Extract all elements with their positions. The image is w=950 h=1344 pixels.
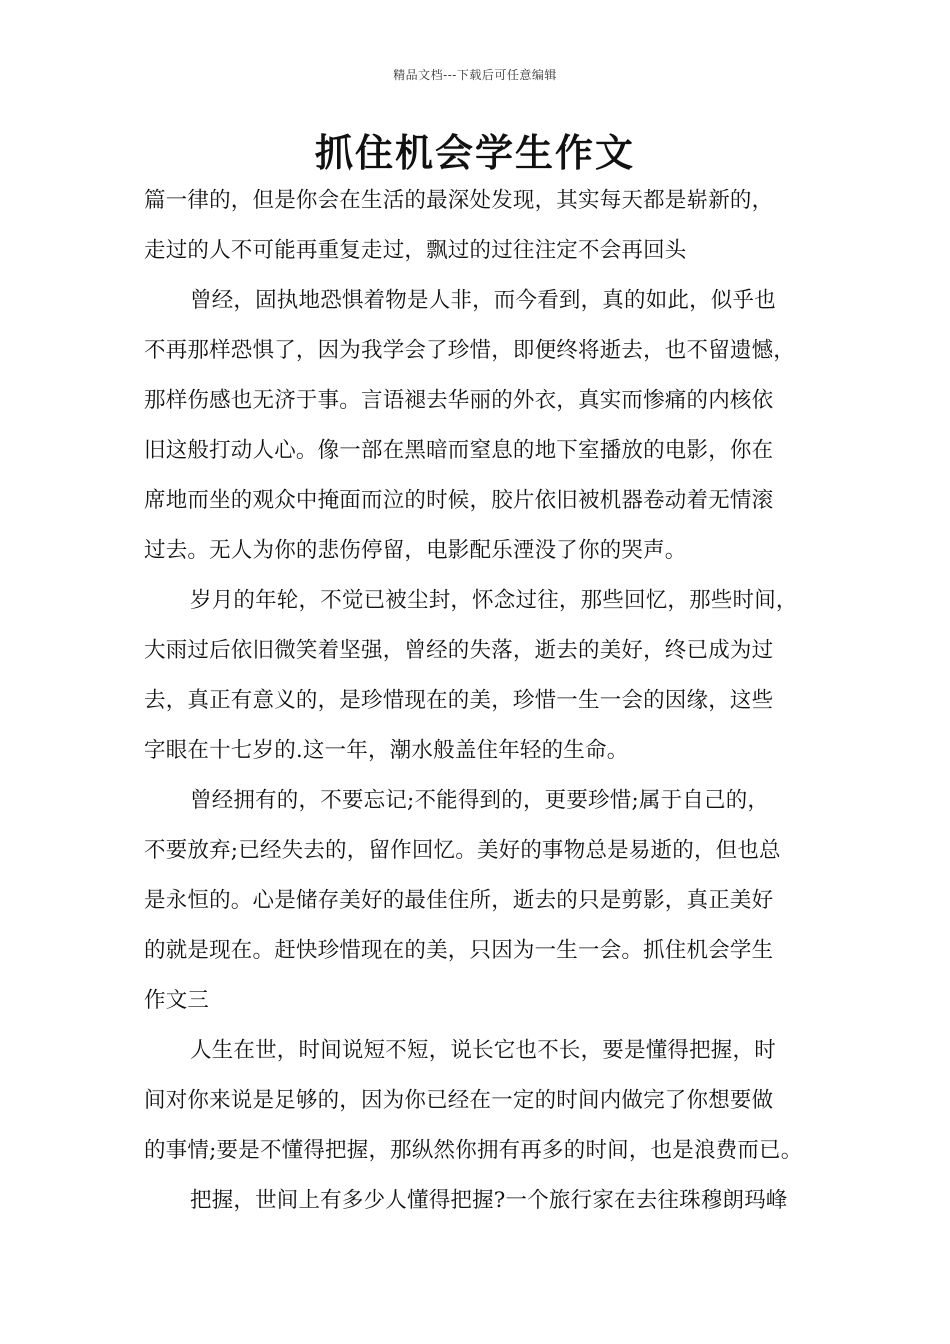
text-line: 大雨过后依旧微笑着坚强，曾经的失落，逝去的美好，终已成为过 xyxy=(144,638,774,663)
text-line: 席地而坐的观众中掩面而泣的时候，胶片依旧被机器卷动着无情滚 xyxy=(144,488,774,513)
paragraph-start-line: 把握，世间上有多少人懂得把握?一个旅行家在去往珠穆朗玛峰 xyxy=(190,1188,788,1213)
body-text xyxy=(144,176,809,1226)
text-line: 不再那样恐惧了，因为我学会了珍惜，即便终将逝去，也不留遗憾， xyxy=(144,338,796,363)
text-line: 过去。无人为你的悲伤停留，电影配乐湮没了你的哭声。 xyxy=(144,538,687,563)
text-line: 走过的人不可能再重复走过，飘过的过往注定不会再回头 xyxy=(144,238,687,263)
text-line: 作文三 xyxy=(144,988,210,1013)
paragraph-start-line: 曾经拥有的，不要忘记;不能得到的，更要珍惜;属于自己的， xyxy=(190,788,770,813)
text-line: 那样伤感也无济于事。言语褪去华丽的外衣，真实而惨痛的内核依 xyxy=(144,388,774,413)
text-line: 的就是现在。赶快珍惜现在的美，只因为一生一会。抓住机会学生 xyxy=(144,938,774,963)
header-note: 精品文档---下载后可任意编辑 xyxy=(393,68,557,82)
page-title: 抓住机会学生作文 xyxy=(314,131,635,175)
text-line: 的事情;要是不懂得把握，那纵然你拥有再多的时间，也是浪费而已。 xyxy=(144,1138,803,1163)
text-line: 是永恒的。心是储存美好的最佳住所，逝去的只是剪影，真正美好 xyxy=(144,888,774,913)
text-line: 去，真正有意义的，是珍惜现在的美，珍惜一生一会的因缘，这些 xyxy=(144,688,774,713)
text-line: 字眼在十七岁的.这一年，潮水般盖住年轻的生命。 xyxy=(144,738,629,763)
text-line: 篇一律的，但是你会在生活的最深处发现，其实每天都是崭新的， xyxy=(144,188,774,213)
paragraph-start-line: 曾经，固执地恐惧着物是人非，而今看到，真的如此，似乎也 xyxy=(190,288,776,313)
paragraph-start-line: 人生在世，时间说短不短，说长它也不长，要是懂得把握，时 xyxy=(190,1038,776,1063)
text-line: 旧这般打动人心。像一部在黑暗而窒息的地下室播放的电影，你在 xyxy=(144,438,774,463)
text-line: 间对你来说是足够的，因为你已经在一定的时间内做完了你想要做 xyxy=(144,1088,774,1113)
paragraph-start-line: 岁月的年轮，不觉已被尘封，怀念过往，那些回忆，那些时间， xyxy=(190,588,798,613)
text-line: 不要放弃;已经失去的，留作回忆。美好的事物总是易逝的，但也总 xyxy=(144,838,781,863)
